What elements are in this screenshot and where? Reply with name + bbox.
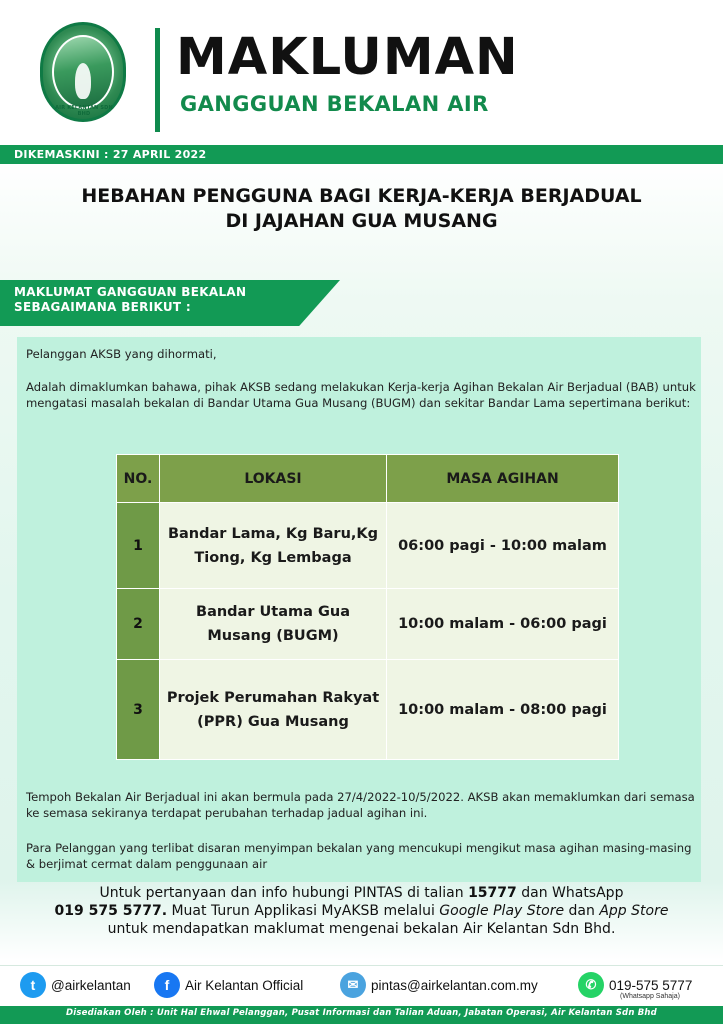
table-header-row (117, 455, 619, 503)
header-divider (155, 28, 160, 132)
contact-info (0, 884, 723, 938)
facebook-page: Air Kelantan Official (185, 977, 304, 993)
contact-text-2: dan WhatsApp (516, 885, 624, 901)
table-row (117, 503, 619, 589)
contact-text-1: Untuk pertanyaan dan info hubungi PINTAS di talian (99, 885, 469, 901)
intro-paragraph: Adalah dimaklumkan bahawa, pihak AKSB sedang melakukan Kerja-kerja Agihan Bekalan Air Berjadual (BAB) untuk mengatasi masalah bekalan di Bandar Utama Gua Musang (BUGM) dan sekitar Bandar Lama sepertimana berikut: (26, 380, 696, 410)
email-contact[interactable] (340, 972, 538, 998)
ribbon-line-1: MAKLUMAT GANGGUAN BEKALAN (14, 285, 247, 299)
advice-paragraph: Para Pelanggan yang terlibat disaran menyimpan bekalan yang mencukupi mengikut masa agihan masing-masing & berjimat cermat dalam penggunaan air (26, 841, 692, 871)
row-lokasi: Bandar Utama Gua Musang (BUGM) (160, 589, 387, 660)
header-masa: MASA AGIHAN (387, 455, 619, 503)
facebook-icon: f (154, 972, 180, 998)
google-play-link[interactable]: Google Play Store (439, 903, 565, 919)
schedule-table (116, 454, 619, 760)
email-address: pintas@airkelantan.com.my (371, 977, 538, 993)
greeting: Pelanggan AKSB yang dihormati, (26, 347, 217, 361)
ribbon-line-2: SEBAGAIMANA BERIKUT : (14, 300, 191, 314)
logo-text: AIR KELANTAN SDN BHD (55, 105, 113, 117)
email-icon: ✉ (340, 972, 366, 998)
page-subtitle: GANGGUAN BEKALAN AIR (180, 92, 489, 116)
contact-text-4: dan (564, 903, 600, 919)
row-no: 2 (117, 589, 160, 660)
row-no: 3 (117, 660, 160, 760)
header-lokasi: LOKASI (160, 455, 387, 503)
twitter-contact[interactable] (20, 972, 131, 998)
whatsapp-phone: 019-575 5777 (609, 977, 693, 993)
page-title: MAKLUMAN (176, 28, 519, 87)
facebook-contact[interactable] (154, 972, 303, 998)
header-no: NO. (117, 455, 160, 503)
row-masa: 06:00 pagi - 10:00 malam (387, 503, 619, 589)
whatsapp-note: (Whatsapp Sahaja) (620, 993, 680, 1000)
row-lokasi: Projek Perumahan Rakyat (PPR) Gua Musang (160, 660, 387, 760)
headline-line-2: DI JAJAHAN GUA MUSANG (225, 210, 498, 232)
whatsapp-icon: ✆ (578, 972, 604, 998)
row-lokasi: Bandar Lama, Kg Baru,Kg Tiong, Kg Lembaga (160, 503, 387, 589)
period-paragraph: Tempoh Bekalan Air Berjadual ini akan bermula pada 27/4/2022-10/5/2022. AKSB akan memaklumkan dari semasa ke semasa sekiranya terdapat perubahan terhadap jadual agihan ini. (26, 790, 695, 820)
whatsapp-number: 019 575 5777. (54, 903, 168, 919)
headline (0, 184, 723, 234)
table-row (117, 660, 619, 760)
pintas-number: 15777 (468, 885, 517, 901)
row-no: 1 (117, 503, 160, 589)
headline-line-1: HEBAHAN PENGGUNA BAGI KERJA-KERJA BERJADUAL (81, 185, 642, 207)
row-masa: 10:00 malam - 08:00 pagi (387, 660, 619, 760)
prepared-by: Disediakan Oleh : Unit Hal Ehwal Pelanggan, Pusat Informasi dan Talian Aduan, Jabatan Operasi, Air Kelantan Sdn Bhd (66, 1008, 657, 1018)
contact-text-5: untuk mendapatkan maklumat mengenai bekalan Air Kelantan Sdn Bhd. (107, 921, 616, 937)
twitter-icon: t (20, 972, 46, 998)
app-store-link[interactable]: App Store (599, 903, 669, 919)
updated-date: DIKEMASKINI : 27 APRIL 2022 (14, 148, 207, 161)
table-row (117, 589, 619, 660)
section-ribbon-label (14, 285, 314, 315)
twitter-handle: @airkelantan (51, 977, 131, 993)
row-masa: 10:00 malam - 06:00 pagi (387, 589, 619, 660)
contact-text-3: Muat Turun Applikasi MyAKSB melalui (167, 903, 440, 919)
